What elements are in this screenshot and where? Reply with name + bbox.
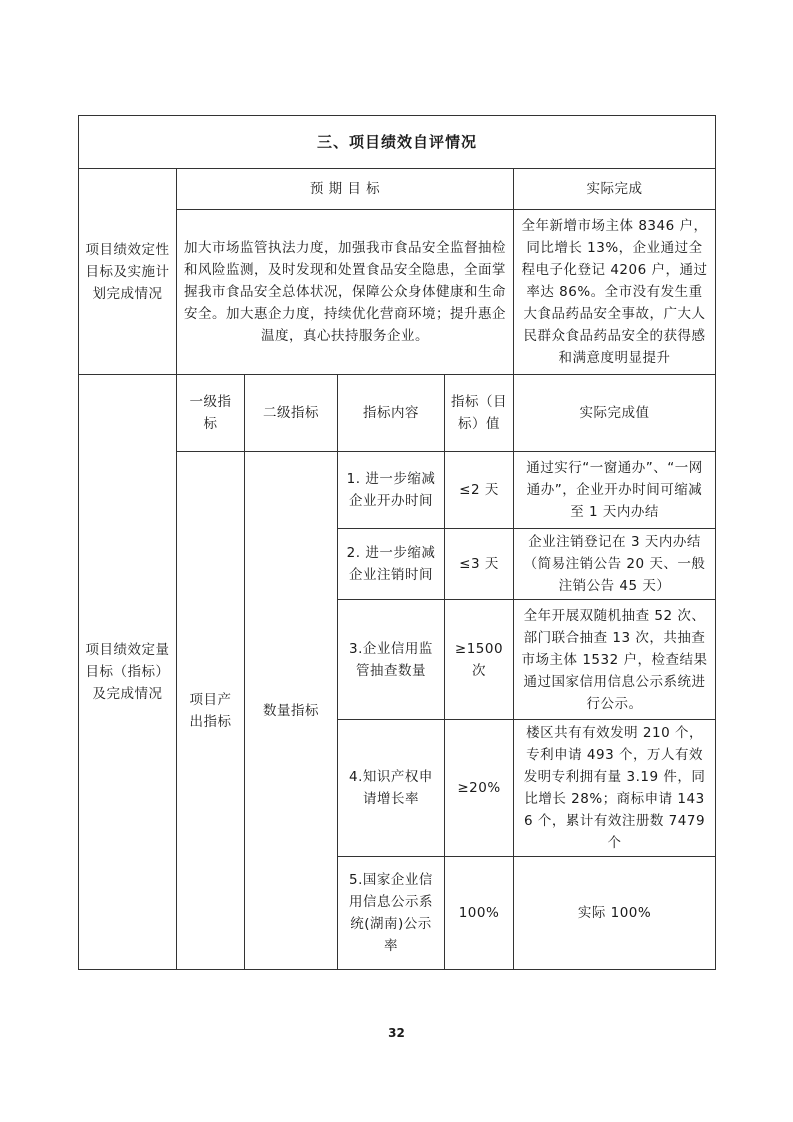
indicator-target: ≤2 天: [445, 452, 514, 529]
level1-value: 项目产出指标: [177, 452, 245, 970]
header-expected-goal: 预 期 目 标: [177, 169, 514, 210]
qualitative-row-label: 项目绩效定性目标及实施计划完成情况: [79, 169, 177, 375]
indicator-actual: 实际 100%: [514, 857, 716, 970]
indicator-actual: 楼区共有有效发明 210 个，专利申请 493 个，万人有效发明专利拥有量 3.19 件，同比增长 28%；商标申请 1436 个，累计有效注册数 7479 个: [514, 720, 716, 857]
indicator-actual: 全年开展双随机抽查 52 次、部门联合抽查 13 次，共抽查市场主体 1532 户，检查结果通过国家信用信息公示系统进行公示。: [514, 600, 716, 720]
level2-value: 数量指标: [245, 452, 338, 970]
header-level1: 一级指标: [177, 375, 245, 452]
indicator-content: 5.国家企业信用信息公示系统(湖南)公示率: [338, 857, 445, 970]
indicator-target: ≥20%: [445, 720, 514, 857]
indicator-target: ≤3 天: [445, 529, 514, 600]
indicator-target: 100%: [445, 857, 514, 970]
indicator-content: 3.企业信用监管抽查数量: [338, 600, 445, 720]
header-target: 指标（目标）值: [445, 375, 514, 452]
header-level2: 二级指标: [245, 375, 338, 452]
page-number: 32: [388, 1026, 405, 1040]
indicator-content: 4.知识产权申请增长率: [338, 720, 445, 857]
header-actual-value: 实际完成值: [514, 375, 716, 452]
expected-goal-text: 加大市场监管执法力度，加强我市食品安全监督抽检和风险监测，及时发现和处置食品安全隐患，全面掌握我市食品安全总体状况，保障公众身体健康和生命安全。加大惠企力度，持续优化营商环境；提升惠企温度，真心扶持服务企业。: [177, 210, 514, 375]
indicator-content: 1. 进一步缩减企业开办时间: [338, 452, 445, 529]
header-actual-completion: 实际完成: [514, 169, 716, 210]
section-title: 三、项目绩效自评情况: [79, 116, 716, 169]
header-content: 指标内容: [338, 375, 445, 452]
indicator-actual: 通过实行“一窗通办”、“一网通办”，企业开办时间可缩减至 1 天内办结: [514, 452, 716, 529]
quantitative-row-label: 项目绩效定量目标（指标）及完成情况: [79, 375, 177, 970]
indicator-target: ≥1500 次: [445, 600, 514, 720]
indicator-content: 2. 进一步缩减企业注销时间: [338, 529, 445, 600]
performance-table: [78, 115, 716, 970]
actual-completion-text: 全年新增市场主体 8346 户，同比增长 13%，企业通过全程电子化登记 4206 户，通过率达 86%。全市没有发生重大食品药品安全事故，广大人民群众食品药品安全的获得感和满意度明显提升: [514, 210, 716, 375]
indicator-actual: 企业注销登记在 3 天内办结（简易注销公告 20 天、一般注销公告 45 天）: [514, 529, 716, 600]
